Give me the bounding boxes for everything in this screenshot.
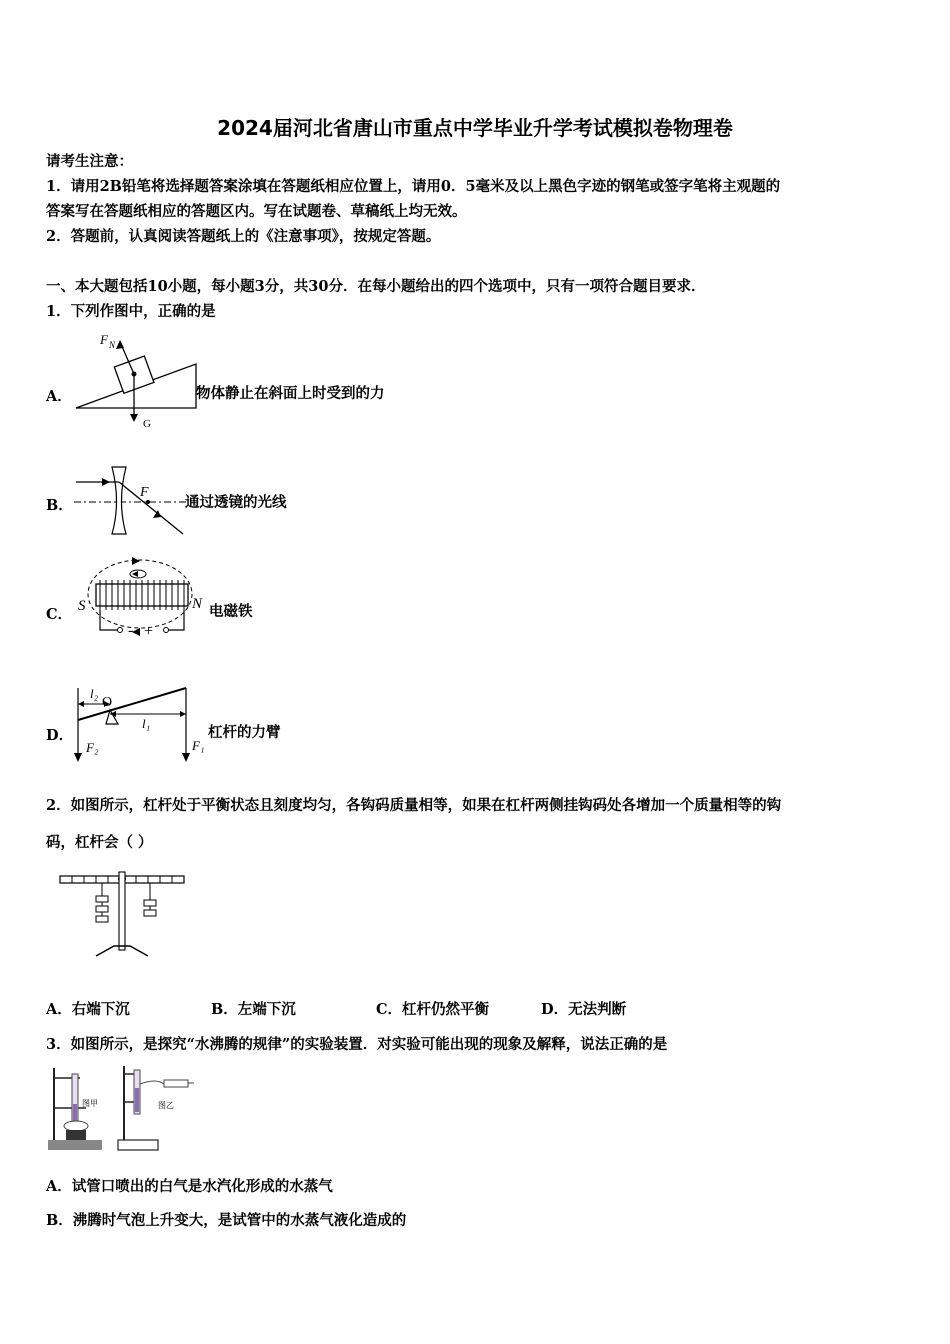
o-label: O: [102, 695, 113, 710]
q1-option-a-figure: [70, 330, 200, 430]
wire-left: [100, 610, 118, 630]
left-weights: [96, 896, 108, 922]
wire-right: [168, 610, 184, 630]
l2-label: l₂: [90, 686, 99, 701]
section-heading: 一、本大题包括10小题，每小题3分，共30分．在每小题给出的四个选项中，只有一项符合题目要求．: [46, 278, 706, 295]
jia-burner: [66, 1130, 86, 1140]
normal-force-arrowhead: [116, 340, 124, 349]
minus-label: -: [128, 622, 134, 639]
terminal-minus: [118, 628, 123, 633]
refracted-ray: [119, 482, 183, 534]
concave-lens: [112, 467, 126, 534]
q2-stem-line-2: 码，杠杆会（ ）: [46, 834, 153, 851]
f2-arrowhead: [74, 753, 82, 762]
q1-option-a-caption: 物体静止在斜面上时受到的力: [196, 385, 385, 402]
notice-item-2: 2．答题前，认真阅读答题纸上的《注意事项》，按规定答题。: [46, 228, 441, 245]
stand-pole: [119, 872, 125, 950]
yi-base: [118, 1140, 158, 1150]
notice-heading: 请考生注意：: [46, 153, 133, 170]
g-label: G: [143, 418, 151, 430]
apparatus-yi: [118, 1066, 194, 1150]
q1-option-b-caption: 通过透镜的光线: [185, 494, 287, 511]
q2-option-a[interactable]: A．右端下沉: [46, 1001, 130, 1018]
q3-option-a[interactable]: A．试管口喷出的白气是水汽化形成的水蒸气: [46, 1178, 333, 1195]
q1-option-c-caption: 电磁铁: [209, 603, 253, 620]
q1-option-a-label: A．: [46, 388, 72, 405]
yi-label: 图乙: [158, 1101, 174, 1110]
q3-apparatus-figure: [46, 1064, 196, 1154]
notice-item-1-line-1: 1．请用2B铅笔将选择题答案涂填在答题纸相应位置上，请用0．5毫米及以上黑色字迹的钢笔或签字笔将主观题的: [46, 178, 781, 195]
fn-subscript: N: [109, 340, 116, 350]
q1-option-b-label: B．: [46, 497, 73, 514]
focal-point: [146, 500, 150, 504]
terminal-plus: [164, 628, 169, 633]
q1-option-d-figure: [68, 680, 208, 764]
gravity-arrowhead: [130, 414, 138, 422]
jia-label: 图甲: [82, 1099, 98, 1108]
field-arrow-top: [132, 557, 140, 565]
n-pole-label: N: [192, 596, 203, 612]
q3-option-b[interactable]: B．沸腾时气泡上升变大，是试管中的水蒸气液化造成的: [46, 1212, 407, 1229]
right-weights: [144, 900, 156, 916]
incident-ray-arrowhead: [102, 478, 110, 486]
q1-option-c-label: C．: [46, 606, 73, 623]
f-label: F: [140, 485, 149, 500]
q1-stem: 1．下列作图中，正确的是: [46, 303, 216, 320]
q1-option-c-figure: [74, 552, 212, 648]
q3-stem: 3．如图所示，是探究“水沸腾的规律”的实验装置．对实验可能出现的现象及解释，说法正确的是: [46, 1036, 668, 1053]
yi-syringe: [164, 1080, 188, 1087]
l1-label: l₁: [142, 716, 151, 731]
f1-label: F₁: [192, 738, 205, 753]
fn-label: F: [100, 332, 108, 347]
s-pole-label: S: [78, 598, 86, 614]
q1-option-b-figure: [70, 462, 190, 538]
q2-option-b[interactable]: B．左端下沉: [211, 1001, 296, 1018]
q2-option-c[interactable]: C．杠杆仍然平衡: [376, 1001, 490, 1018]
notice-item-1-line-2: 答案写在答题纸相应的答题区内。写在试题卷、草稿纸上均无效。: [46, 203, 467, 220]
q2-stem-line-1: 2．如图所示，杠杆处于平衡状态且刻度均匀，各钩码质量相等，如果在杠杆两侧挂钩码处各增加一个质量相等的钩: [46, 797, 782, 814]
center-point: [132, 372, 137, 377]
q1-option-d-caption: 杠杆的力臂: [208, 724, 281, 741]
q2-option-d[interactable]: D．无法判断: [541, 1001, 627, 1018]
q2-lever-figure: [56, 866, 190, 962]
apparatus-jia: [48, 1068, 102, 1150]
f1-arrowhead: [182, 753, 190, 762]
jia-base: [48, 1140, 102, 1150]
f2-label: F₂: [86, 740, 99, 755]
plus-label: +: [144, 623, 154, 640]
page-title: 2024届河北省唐山市重点中学毕业升学考试模拟卷物理卷: [217, 116, 733, 140]
q1-option-d-label: D．: [46, 727, 74, 744]
